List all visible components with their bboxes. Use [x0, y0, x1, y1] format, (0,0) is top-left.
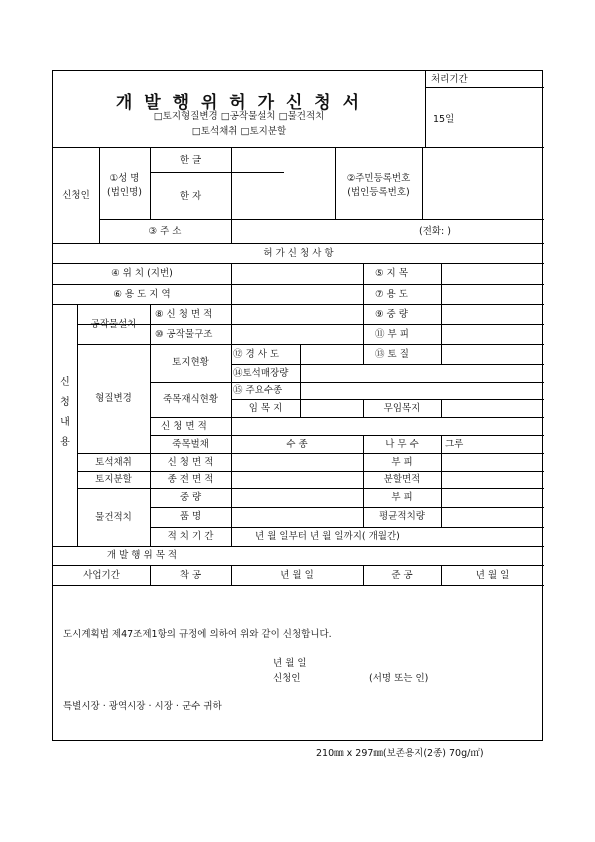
unit-label: 그루 [445, 439, 464, 450]
rule [53, 147, 544, 148]
rule [300, 382, 301, 417]
apply-area-2-label: 신 청 면 적 [161, 421, 207, 432]
rule [53, 585, 544, 586]
rule [363, 263, 364, 304]
rule [77, 344, 544, 345]
application-form [52, 70, 543, 741]
item-label: 품 명 [179, 511, 202, 522]
structure-label: 공작물설치 [90, 319, 137, 330]
volume-label: ⑪ 부 피 [375, 329, 409, 340]
processing-label: 처리기간 [431, 74, 468, 85]
total-area-label: 종 전 면 적 [167, 474, 214, 485]
logging-label: 죽목벌채 [172, 439, 209, 450]
structure-type-label: ⑩ 공작물구조 [155, 329, 213, 340]
rule [53, 546, 544, 547]
tree-count-label: 나 무 수 [385, 439, 419, 450]
address-label: ③ 주 소 [148, 226, 182, 237]
start-label: 착 공 [179, 570, 202, 581]
quarry-label: 토석채취 [95, 457, 132, 468]
species-label: 수 종 [286, 439, 308, 450]
option-line-2: □토석채취 □토지분할 [191, 126, 287, 137]
weight-2-label: 중 량 [179, 492, 202, 503]
end-label: 준 공 [391, 570, 413, 581]
rule [150, 527, 544, 528]
recipient: 특별시장 · 광역시장 · 시장 · 군수 귀하 [63, 701, 222, 712]
rule [441, 453, 442, 489]
phone-label: (전화: ) [419, 226, 451, 237]
location-label: ④ 위 치 (지번) [111, 268, 173, 279]
forested-label: 임 목 지 [248, 403, 283, 414]
option-line-1: □토지형질변경 □공작물설치 □물건적치 [153, 111, 325, 122]
hanja-label: 한 자 [179, 191, 202, 202]
declaration-applicant: 신청인 [273, 673, 301, 684]
rule [441, 304, 442, 344]
avg-storage-label: 평균적치량 [379, 511, 425, 522]
rule [150, 435, 544, 436]
rule [150, 172, 284, 173]
division-label: 토지분할 [95, 474, 132, 485]
declaration-text: 도시계획법 제47조제1항의 규정에 의하여 위와 같이 신청합니다. [63, 629, 332, 640]
jimok-label: ⑤ 지 목 [375, 268, 408, 279]
volume-3-label: 부 피 [391, 492, 413, 503]
applicant-section: 신청인 [62, 190, 90, 201]
slope-label: ⑫ 경 사 도 [233, 349, 280, 360]
signature-note: (서명 또는 인) [369, 673, 429, 684]
name-sub: (법인명) [107, 187, 142, 198]
rule [441, 344, 442, 364]
rule [99, 219, 544, 220]
tree-status-label: 죽목재식현황 [162, 394, 219, 405]
stone-deposit-label: ⑭토석매장량 [233, 368, 289, 379]
rule [53, 565, 544, 566]
rule [441, 263, 442, 304]
rule [150, 507, 544, 508]
rrn-label: ②주민등록번호 [346, 173, 411, 184]
period-label: 적 치 기 간 [167, 531, 214, 542]
rule [77, 304, 78, 546]
start-date: 년 월 일 [280, 570, 314, 581]
land-status-label: 토지현황 [172, 357, 209, 368]
apply-area-3-label: 신 청 면 적 [167, 457, 214, 468]
paper-spec: 210㎜ x 297㎜(보존용지(2종) 70g/㎡) [316, 748, 484, 759]
processing-divider [425, 87, 544, 88]
name-label: ①성 명 [109, 173, 140, 184]
rule [422, 147, 423, 219]
rule [77, 453, 544, 454]
end-date: 년 월 일 [475, 570, 510, 581]
rule [77, 471, 544, 472]
permit-section: 허 가 신 청 사 항 [263, 248, 334, 259]
rule [441, 435, 442, 453]
business-label: 사업기간 [83, 570, 120, 581]
rule [53, 263, 544, 264]
purpose-label: 개 발 행 위 목 적 [106, 550, 178, 561]
rule [441, 488, 442, 527]
divided-area-label: 분할면적 [383, 474, 421, 485]
soil-label: ⑬ 토 질 [375, 349, 409, 360]
rule [363, 304, 364, 344]
processing-value: 15일 [433, 114, 455, 125]
change-label: 형질변경 [95, 393, 132, 404]
zoning-label: ⑥ 용 도 지 역 [113, 289, 171, 300]
rule [231, 364, 544, 365]
volume-2-label: 부 피 [391, 457, 413, 468]
rule [300, 344, 301, 382]
storage-label: 물건적치 [95, 512, 132, 523]
rule [77, 488, 544, 489]
rule [53, 243, 544, 244]
rule [53, 284, 544, 285]
rule [441, 399, 442, 417]
rule [150, 417, 544, 418]
rule [231, 147, 232, 243]
rrn-sub: (법인등록번호) [347, 187, 410, 198]
period-value: 년 월 일부터 년 월 일까지( 개월간) [255, 531, 400, 542]
main-species-label: ⑮ 주요수종 [233, 385, 283, 396]
rule [363, 344, 364, 364]
rule [231, 399, 544, 400]
form-title: 개 발 행 위 허 가 신 청 서 [115, 93, 363, 113]
weight-label: ⑨ 중 량 [375, 309, 408, 320]
rule [150, 382, 544, 383]
apply-area-label: ⑧ 신 청 면 적 [155, 309, 213, 320]
korean-label: 한 글 [179, 155, 202, 166]
rule [53, 304, 544, 305]
usage-label: ⑦ 용 도 [375, 289, 408, 300]
content-section: 신청내용 [60, 377, 70, 448]
declaration-date: 년 월 일 [273, 658, 307, 669]
unforested-label: 무임목지 [383, 403, 421, 414]
rule [150, 304, 151, 546]
rule [425, 71, 426, 147]
